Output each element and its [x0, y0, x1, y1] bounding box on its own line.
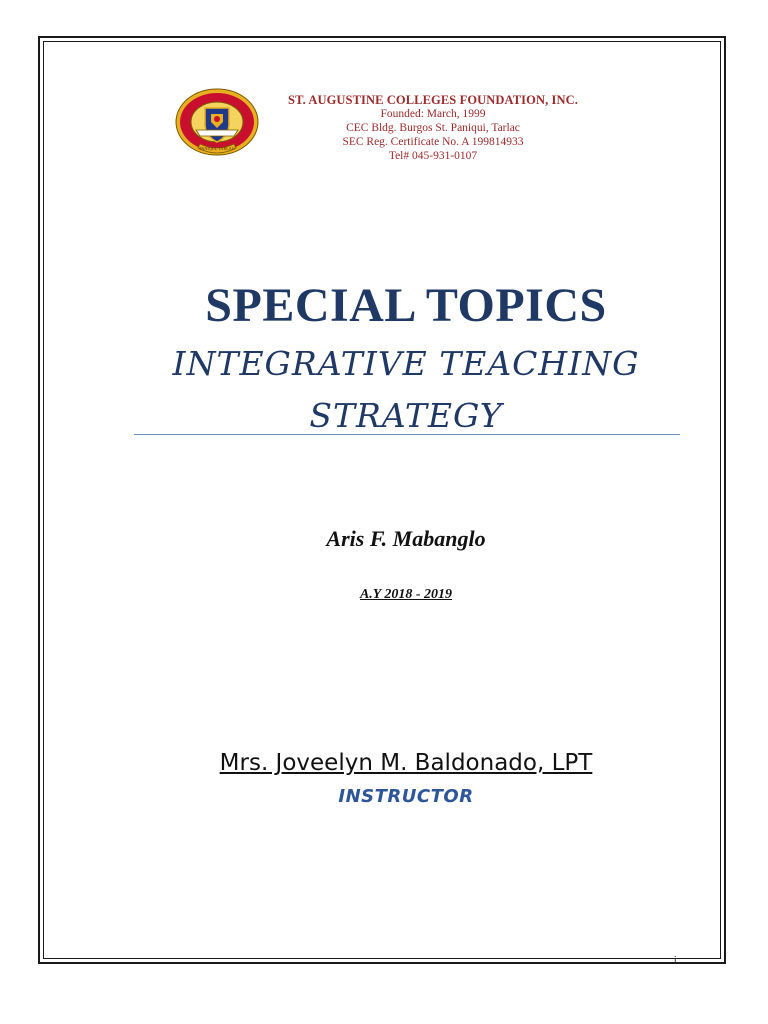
- document-subtitle: [100, 338, 712, 442]
- instructor-role: INSTRUCTOR: [338, 786, 474, 807]
- title-divider: [134, 434, 680, 435]
- instructor-name: Mrs. Joveelyn M. Baldonado, LPT: [219, 750, 593, 776]
- subtitle-line-1: INTEGRATIVE TEACHING: [172, 344, 640, 383]
- school-address: CEC Bldg. Burgos St. Paniqui, Tarlac: [346, 122, 520, 134]
- page-number: i: [674, 956, 677, 966]
- subtitle-line-2: STRATEGY: [309, 396, 503, 435]
- author-name: Aris F. Mabanglo: [326, 526, 486, 551]
- school-seal-logo: [174, 86, 260, 160]
- school-name: ST. AUGUSTINE COLLEGES FOUNDATION, INC.: [288, 93, 578, 107]
- founded-date: Founded: March, 1999: [380, 108, 486, 120]
- sec-registration: SEC Reg. Certificate No. A 199814933: [342, 136, 524, 148]
- page-border-inner: [43, 41, 721, 959]
- school-header: [258, 93, 608, 163]
- document-title: SPECIAL TOPICS: [205, 279, 607, 332]
- telephone: Tel# 045-931-0107: [388, 150, 478, 162]
- seal-bottom-text: PANIQUI, TARLAC: [199, 146, 235, 151]
- academic-year: A.Y 2018 - 2019: [359, 587, 453, 602]
